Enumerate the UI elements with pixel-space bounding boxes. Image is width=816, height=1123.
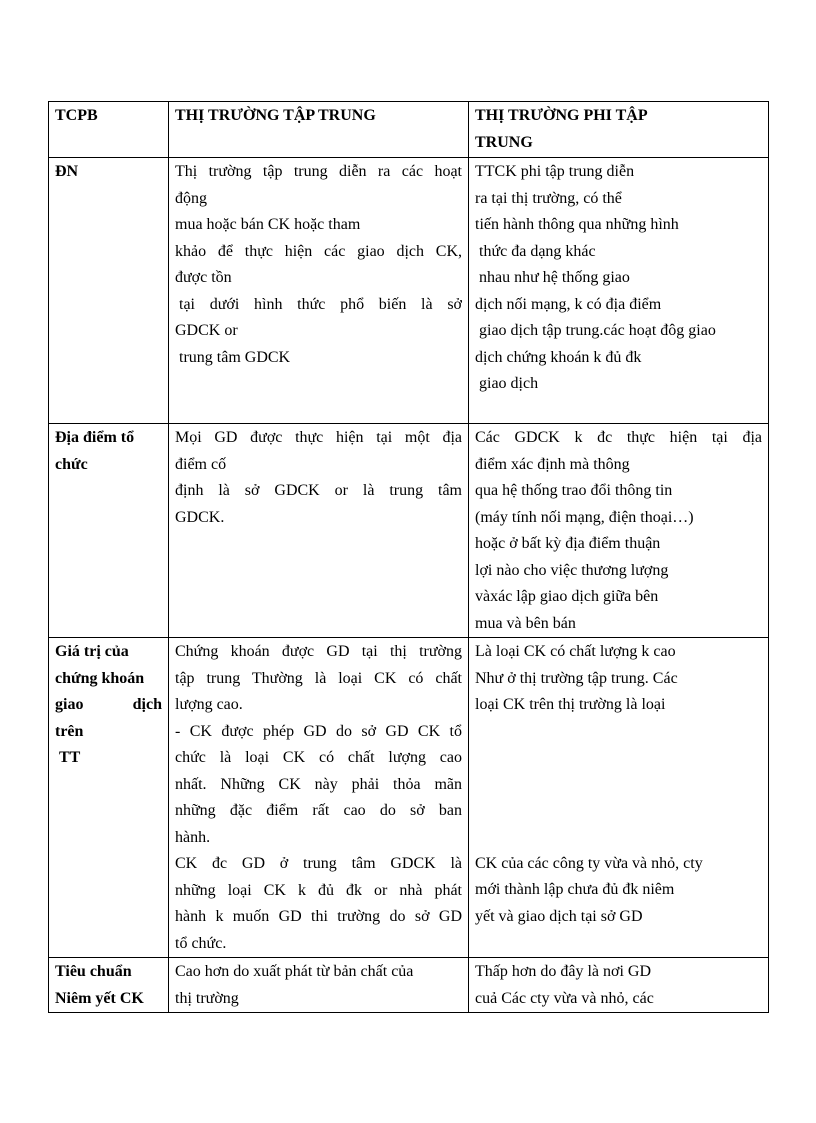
table-row [49, 958, 769, 1013]
table-row [49, 424, 769, 638]
header-centralized-market: THỊ TRƯỜNG TẬP TRUNG [169, 102, 469, 158]
otc-cell: Các GDCK k đc thực hiện tại địa điểm xác định mà thông qua hệ thống trao đổi thông tin (máy tính nối mạng, điện thoại…) hoặc ở bất kỳ địa điểm thuận lợi nào cho việc thương lượng vàxác lập giao dịch giữa bên mua và bên bán [469, 424, 769, 638]
criterion-cell: Tiêu chuẩn Niêm yết CK [49, 958, 169, 1013]
centralized-cell: Chứng khoán được GD tại thị trường tập trung Thường là loại CK có chất lượng cao. - CK được phép GD do sở GD CK tổ chức là loại CK có chất lượng cao nhất. Những CK này phải thỏa mãn những đặc điểm rất cao do sở ban hành. CK đc GD ở trung tâm GDCK là những loại CK k đủ đk or nhà phát hành k muốn GD thi trường do sở GD tổ chức. [169, 638, 469, 958]
table-row [49, 638, 769, 958]
criterion-cell: Địa điểm tổ chức [49, 424, 169, 638]
header-otc-market: THỊ TRƯỜNG PHI TẬP TRUNG [469, 102, 769, 158]
otc-cell: Là loại CK có chất lượng k cao Như ở thị trường tập trung. Các loại CK trên thị trường là loại CK của các công ty vừa và nhỏ, cty mới thành lập chưa đủ đk niêm yết và giao dịch tại sở GD [469, 638, 769, 958]
header-row [49, 102, 769, 158]
centralized-cell: Cao hơn do xuất phát từ bản chất của thị trường [169, 958, 469, 1013]
otc-cell: TTCK phi tập trung diễn ra tại thị trường, có thể tiến hành thông qua những hình thức đa dạng khác nhau như hệ thống giao dịch nối mạng, k có địa điểm giao dịch tập trung.các hoạt đôg giao dịch chứng khoán k đủ đk giao dịch [469, 158, 769, 424]
comparison-table [48, 101, 769, 1013]
header-criterion: TCPB [49, 102, 169, 158]
criterion-cell: ĐN [49, 158, 169, 424]
centralized-cell: Mọi GD được thực hiện tại một địa điểm cố định là sở GDCK or là trung tâm GDCK. [169, 424, 469, 638]
table-row [49, 158, 769, 424]
otc-cell: Thấp hơn do đây là nơi GD cuả Các cty vừa và nhỏ, các [469, 958, 769, 1013]
criterion-cell: Giá trị của chứng khoán giao dịch trên TT [49, 638, 169, 958]
centralized-cell: Thị trường tập trung diễn ra các hoạt động mua hoặc bán CK hoặc tham khảo để thực hiện các giao dịch CK, được tồn tại dưới hình thức phổ biến là sở GDCK or trung tâm GDCK [169, 158, 469, 424]
